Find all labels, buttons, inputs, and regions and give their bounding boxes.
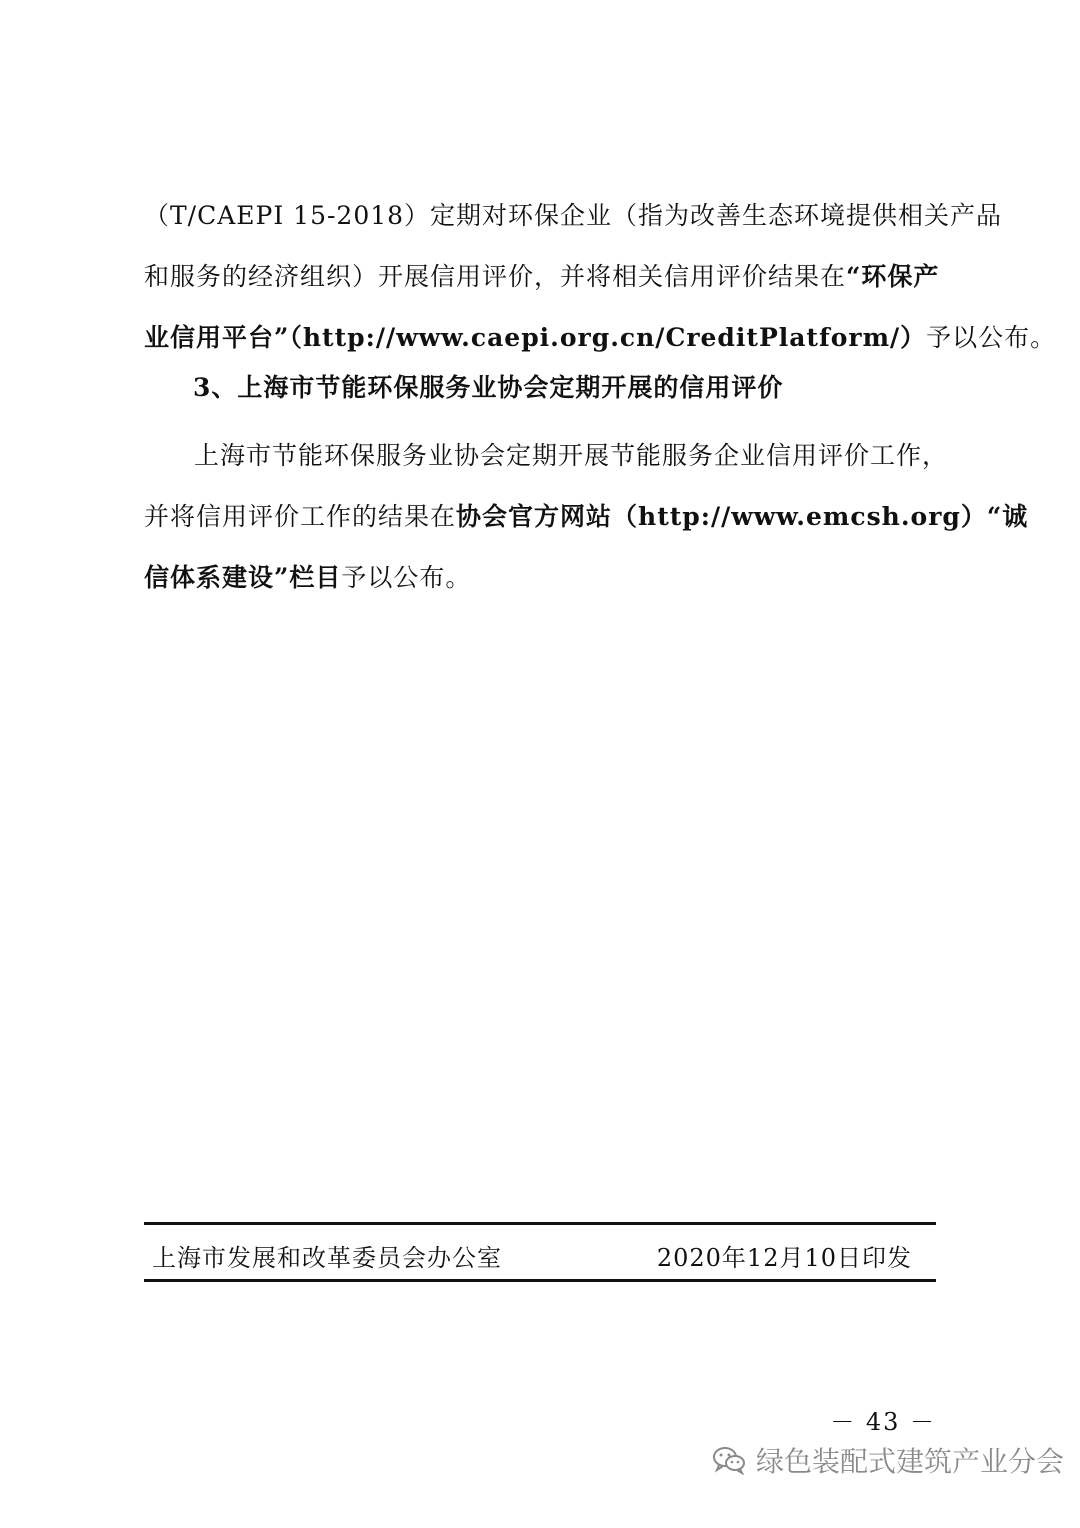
bold-text: 业信用平台”（http://www.caepi.org.cn/CreditPlatform/）	[144, 323, 927, 352]
watermark-text: 绿色装配式建筑产业分会	[756, 1445, 1065, 1478]
footer-rule-bottom	[144, 1279, 936, 1282]
bold-text: 协会官方网站（http://www.emcsh.org）“诚	[456, 502, 1029, 531]
paragraph-line	[144, 246, 940, 307]
paragraph-text: 并将信用评价工作的结果在	[144, 502, 457, 531]
paragraph-line: 上海市节能环保服务业协会定期开展节能服务企业信用评价工作，	[194, 441, 949, 470]
paragraph-credit-platform	[144, 185, 1057, 368]
paragraph-line	[144, 307, 1057, 368]
bold-text: 信体系建设”栏目	[144, 563, 342, 592]
paragraph-text: 予以公布。	[341, 563, 472, 592]
paragraph-line: （T/CAEPI 15-2018）定期对环保企业（指为改善生态环境提供相关产品	[144, 201, 1003, 230]
issuer-name: 上海市发展和改革委员会办公室	[152, 1244, 502, 1272]
footer-rule-top	[144, 1222, 936, 1225]
paragraph-text: 和服务的经济组织）开展信用评价，并将相关信用评价结果在	[144, 262, 847, 291]
wechat-icon	[712, 1445, 746, 1475]
paragraph-line	[144, 547, 936, 608]
paragraph-text: 予以公布。	[926, 323, 1057, 352]
issue-date: 2020年12月10日印发	[656, 1244, 912, 1272]
wechat-watermark	[712, 1438, 1064, 1482]
bold-text: “环保产	[846, 262, 940, 291]
paragraph-association-evaluation	[144, 425, 1029, 608]
paragraph-line	[144, 486, 1029, 547]
page-number: － 43 －	[830, 1408, 936, 1436]
section-heading: 3、上海市节能环保服务业协会定期开展的信用评价	[193, 373, 784, 402]
